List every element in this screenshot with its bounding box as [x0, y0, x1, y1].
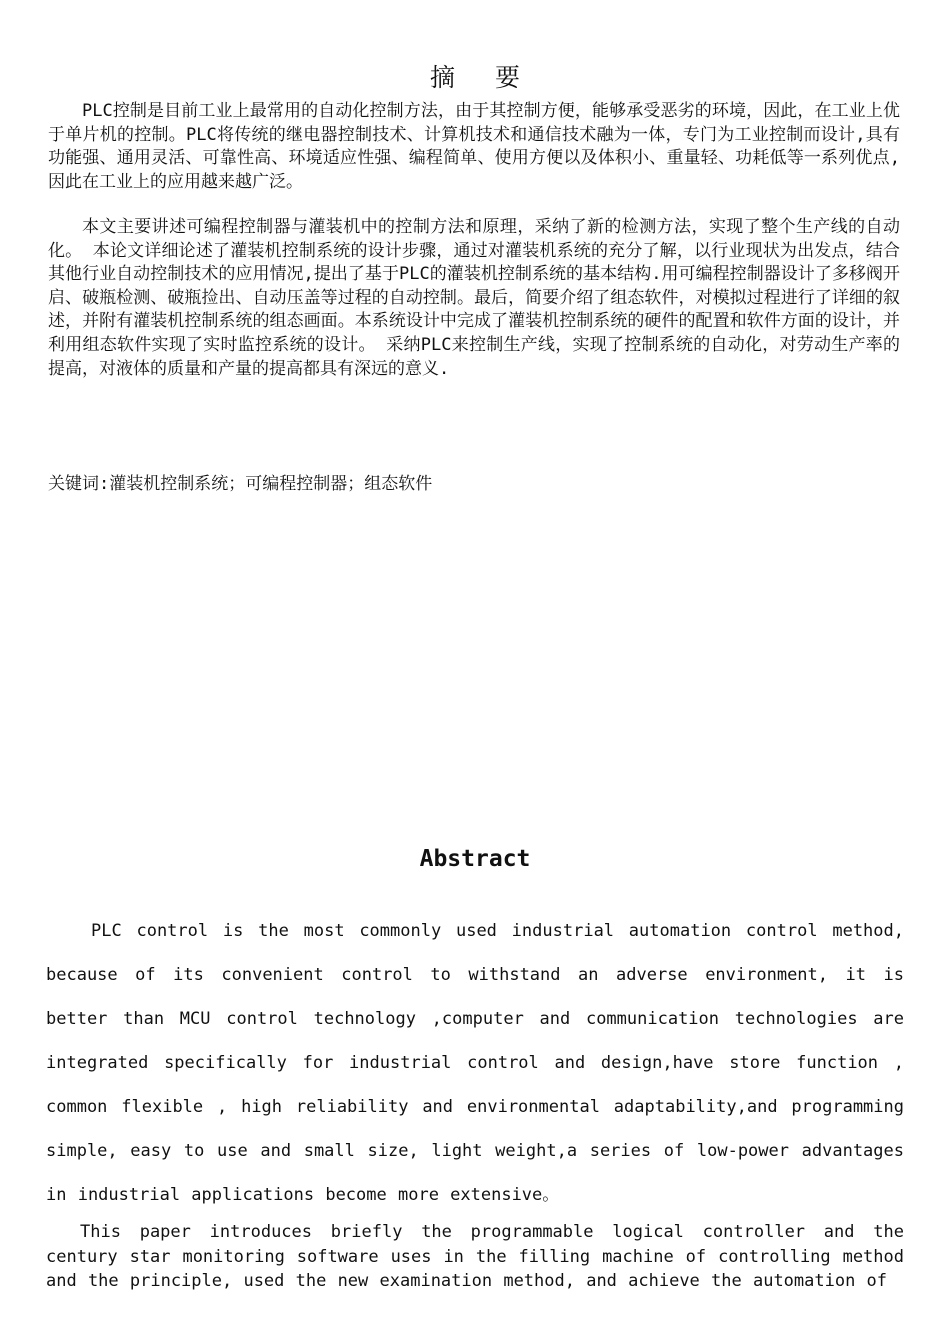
english-abstract-paragraph-1: PLC control is the most commonly used industrial automation control method, because of its convenient control to withstand an adverse environment, it is better than MCU control technology ,computer and communication technologies are integrated specifically for industrial control and design,have store function , common flexible , high reliability and environmental adaptability,and programming simple, easy to use and small size, light weight,a series of low-power advantages in industrial applications become more extensive。 [46, 921, 904, 1205]
english-abstract-paragraph-2: This paper introduces briefly the programmable logical controller and the century star monitoring software uses in the filling machine of controlling method and the principle, used the new examination method, and achieve the automation of [46, 1222, 904, 1292]
chinese-abstract-title: 摘 要 [430, 63, 536, 92]
chinese-keywords: 关键词:灌装机控制系统；可编程控制器；组态软件 [48, 474, 433, 494]
english-abstract-title: Abstract [419, 846, 531, 872]
chinese-abstract-paragraph-1: PLC控制是目前工业上最常用的自动化控制方法，由于其控制方便，能够承受恶劣的环境，因此，在工业上优于单片机的控制。PLC将传统的继电器控制技术、计算机技术和通信技术融为一体，专门为工业控制而设计,具有功能强、通用灵活、可靠性高、环境适应性强、编程简单、使用方便以及体积小、重量轻、功耗低等一系列优点,因此在工业上的应用越来越广泛。 [48, 101, 900, 192]
chinese-abstract-paragraph-2: 本文主要讲述可编程控制器与灌装机中的控制方法和原理，采纳了新的检测方法，实现了整个生产线的自动化。 本论文详细论述了灌装机控制系统的设计步骤，通过对灌装机系统的充分了解，以行业现状为出发点，结合其他行业自动控制技术的应用情况,提出了基于PLC的灌装机控制系统的基本结构.用可编程控制器设计了多移阀开启、破瓶检测、破瓶捡出、自动压盖等过程的自动控制。最后，简要介绍了组态软件，对模拟过程进行了详细的叙述，并附有灌装机控制系统的组态画面。本系统设计中完成了灌装机控制系统的硬件的配置和软件方面的设计，并利用组态软件实现了实时监控系统的设计。 采纳PLC来控制生产线，实现了控制系统的自动化，对劳动生产率的提高，对液体的质量和产量的提高都具有深远的意义. [48, 217, 900, 379]
